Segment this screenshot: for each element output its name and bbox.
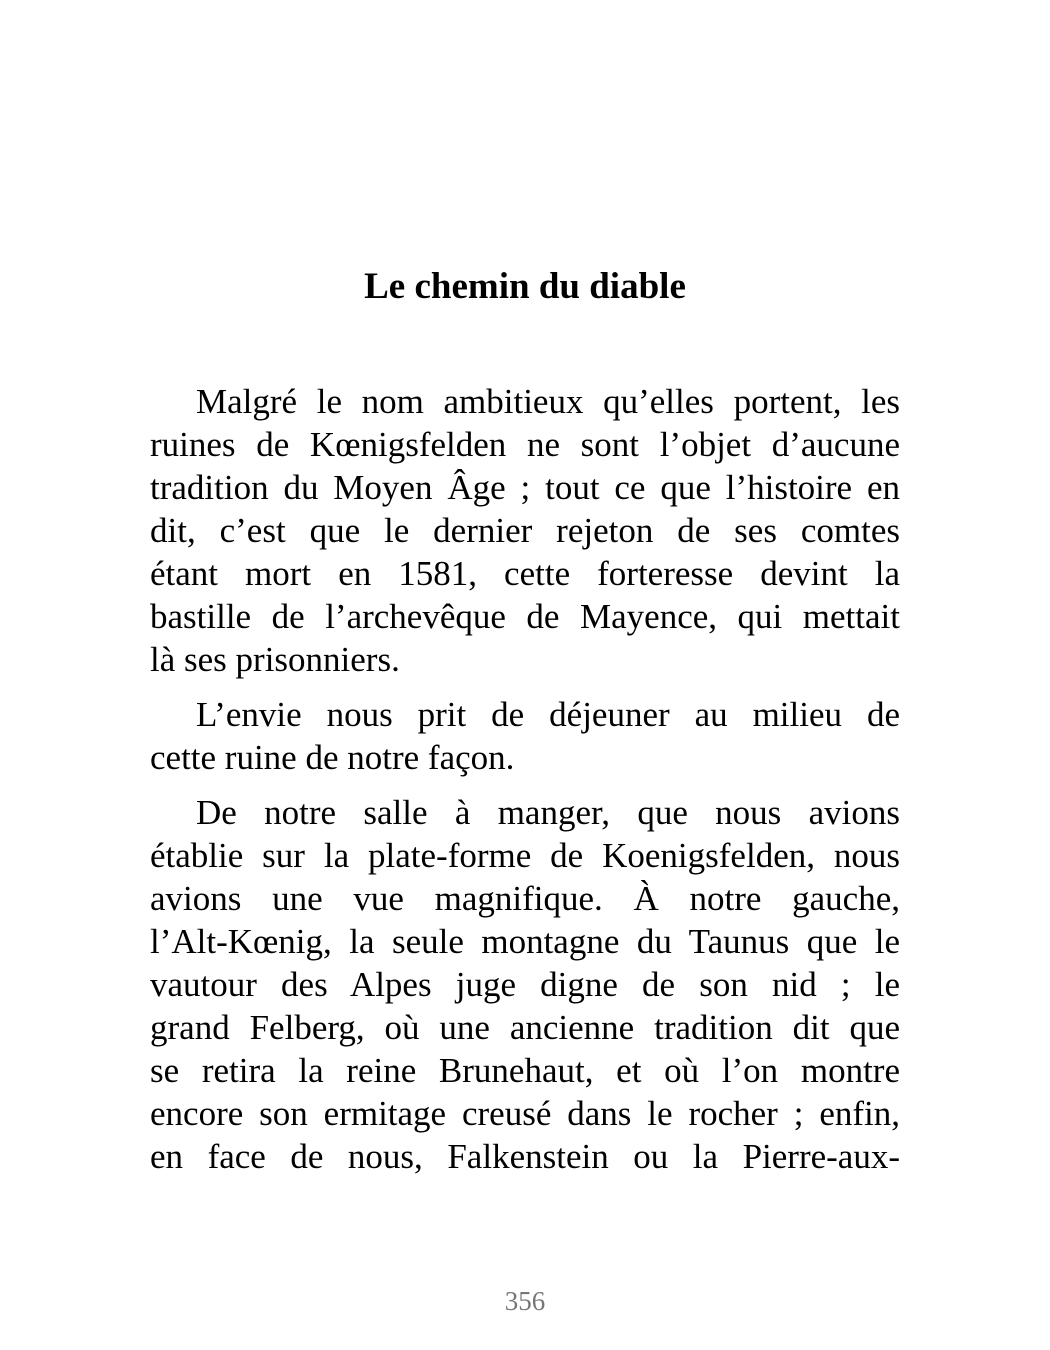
text-line: établie sur la plate-forme de Koenigsfelden, nous	[150, 836, 900, 875]
text-line: vautour des Alpes juge digne de son nid ; le	[150, 965, 900, 1004]
text-line: dit, c’est que le dernier rejeton de ses comtes	[150, 511, 900, 550]
chapter-title: Le chemin du diable	[364, 266, 686, 307]
text-line: là ses prisonniers.	[150, 640, 400, 679]
text-line: L’envie nous prit de déjeuner au milieu de	[196, 695, 900, 734]
body-text	[150, 380, 900, 1190]
page-number: 356	[504, 1286, 546, 1316]
text-line: étant mort en 1581, cette forteresse devint la	[150, 554, 900, 593]
text-line: cette ruine de notre façon.	[150, 738, 515, 777]
text-line: se retira la reine Brunehaut, et où l’on montre	[150, 1051, 900, 1090]
text-line: grand Felberg, où une ancienne tradition dit que	[150, 1008, 900, 1047]
text-line: bastille de l’archevêque de Mayence, qui mettait	[150, 597, 900, 636]
text-line: tradition du Moyen Âge ; tout ce que l’histoire en	[150, 468, 900, 507]
text-line: encore son ermitage creusé dans le rocher ; enfin,	[150, 1094, 900, 1133]
text-line: Malgré le nom ambitieux qu’elles portent, les	[196, 382, 900, 421]
text-line: en face de nous, Falkenstein ou la Pierre-aux-	[150, 1137, 900, 1176]
text-line: ruines de Kœnigsfelden ne sont l’objet d’aucune	[150, 425, 900, 464]
text-line: avions une vue magnifique. À notre gauche,	[150, 879, 900, 918]
text-line: De notre salle à manger, que nous avions	[196, 793, 900, 832]
text-line: l’Alt-Kœnig, la seule montagne du Taunus que le	[150, 922, 900, 961]
paragraph-3	[150, 791, 900, 1178]
paragraph-2	[150, 693, 900, 779]
paragraph-1	[150, 380, 900, 681]
